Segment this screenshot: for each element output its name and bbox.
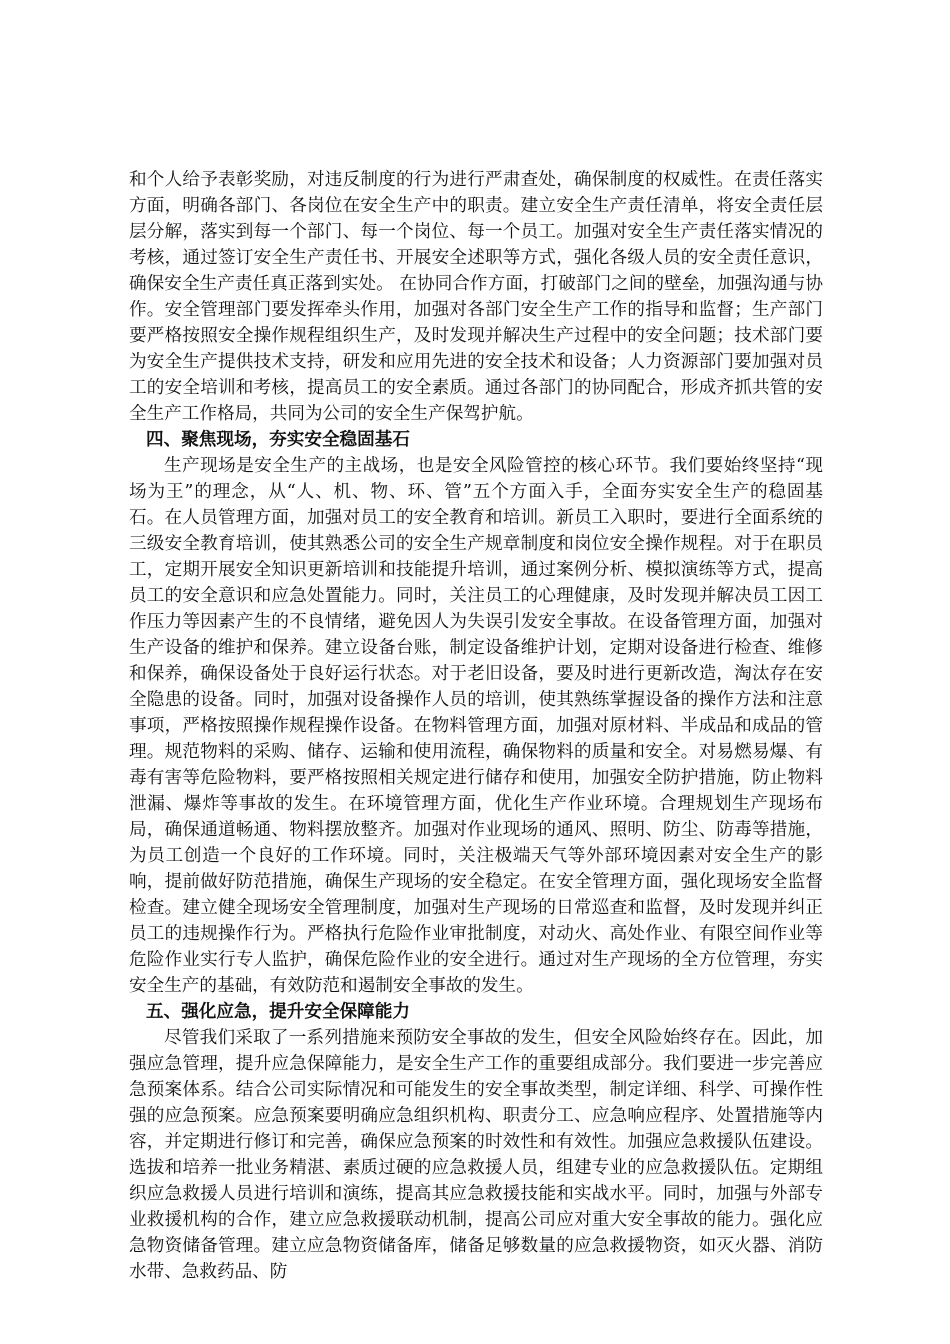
paragraph-emergency: 尽管我们采取了一系列措施来预防安全事故的发生，但安全风险始终存在。因此，加强应急管理，提升应急保障能力，是安全生产工作的重要组成部分。我们要进一步完善应急预案体系。结合公司实际情况和可能发生的安全事故类型，制定详细、科学、可操作性强的应急预案。应急预案要明确应急组织机构、职责分工、应急响应程序、处置措施等内容，并定期进行修订和完善，确保应急预案的时效性和有效性。加强应急救援队伍建设。选拔和培养一批业务精湛、素质过硬的应急救援人员，组建专业的应急救援队伍。定期组织应急救援人员进行培训和演练，提高其应急救援技能和实战水平。同时，加强与外部专业救援机构的合作，建立应急救援联动机制，提高公司应对重大安全事故的能力。强化应急物资储备管理。建立应急物资储备库，储备足够数量的应急救援物资，如灭火器、消防水带、急救药品、防 <box>129 1028 823 1282</box>
section-heading-4: 四、聚焦现场，夯实安全稳固基石 <box>146 429 410 450</box>
document-body <box>129 167 823 1285</box>
paragraph-responsibility: 和个人给予表彰奖励，对违反制度的行为进行严肃查处，确保制度的权威性。在责任落实方面，明确各部门、各岗位在安全生产中的职责。建立安全生产责任清单，将安全责任层层分解，落实到每一个部门、每一个岗位、每一个员工。加强对安全生产责任落实情况的考核，通过签订安全生产责任书、开展安全述职等方式，强化各级人员的安全责任意识，确保安全生产责任真正落到实处。 在协同合作方面，打破部门之间的壁垒，加强沟通与协作。安全管理部门要发挥牵头作用，加强对各部门安全生产工作的指导和监督；生产部门要严格按照安全操作规程组织生产，及时发现并解决生产过程中的安全问题；技术部门要为安全生产提供技术支持，研发和应用先进的安全技术和设备；人力资源部门要加强对员工的安全培训和考核，提高员工的安全素质。通过各部门的协同配合，形成齐抓共管的安全生产工作格局，共同为公司的安全生产保驾护航。 <box>129 170 823 424</box>
paragraph-site-management: 生产现场是安全生产的主战场，也是安全风险管控的核心环节。我们要始终坚持“现场为王”的理念，从“人、机、物、环、管”五个方面入手，全面夯实安全生产的稳固基石。在人员管理方面，加强对员工的安全教育和培训。新员工入职时，要进行全面系统的三级安全教育培训，使其熟悉公司的安全生产规章制度和岗位安全操作规程。对于在职员工，定期开展安全知识更新培训和技能提升培训，通过案例分析、模拟演练等方式，提高员工的安全意识和应急处置能力。同时，关注员工的心理健康，及时发现并解决员工因工作压力等因素产生的不良情绪，避免因人为失误引发安全事故。在设备管理方面，加强对生产设备的维护和保养。建立设备台账，制定设备维护计划，定期对设备进行检查、维修和保养，确保设备处于良好运行状态。对于老旧设备，要及时进行更新改造，淘汰存在安全隐患的设备。同时，加强对设备操作人员的培训，使其熟练掌握设备的操作方法和注意事项，严格按照操作规程操作设备。在物料管理方面，加强对原材料、半成品和成品的管理。规范物料的采购、储存、运输和使用流程，确保物料的质量和安全。对易燃易爆、有毒有害等危险物料，要严格按照相关规定进行储存和使用，加强安全防护措施，防止物料泄漏、爆炸等事故的发生。在环境管理方面，优化生产作业环境。合理规划生产现场布局，确保通道畅通、物料摆放整齐。加强对作业现场的通风、照明、防尘、防毒等措施，为员工创造一个良好的工作环境。同时，关注极端天气等外部环境因素对安全生产的影响，提前做好防范措施，确保生产现场的安全稳定。在安全管理方面，强化现场安全监督检查。建立健全现场安全管理制度，加强对生产现场的日常巡查和监督，及时发现并纠正员工的违规操作行为。严格执行危险作业审批制度，对动火、高处作业、有限空间作业等危险作业实行专人监护，确保危险作业的安全进行。通过对生产现场的全方位管理，夯实安全生产的基础，有效防范和遏制安全事故的发生。 <box>129 456 823 996</box>
section-heading-5: 五、强化应急，提升安全保障能力 <box>146 1001 410 1022</box>
